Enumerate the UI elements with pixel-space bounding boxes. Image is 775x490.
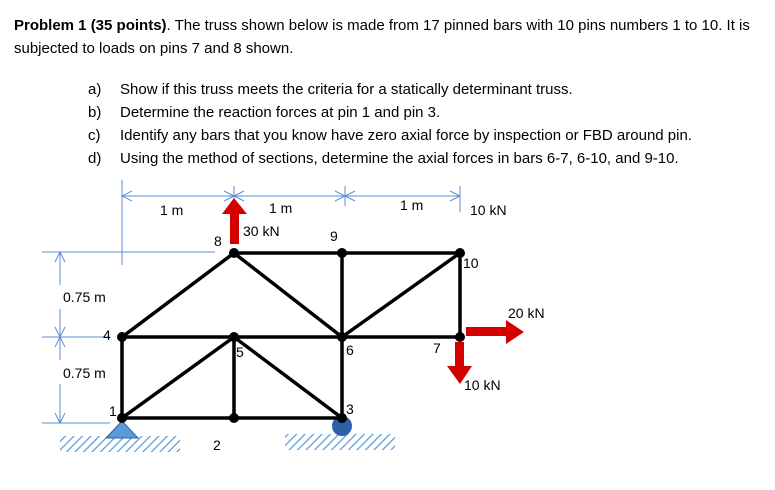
dimension-label-width-3: 1 m [400,197,424,213]
task-text: Using the method of sections, determine the axial forces in bars 6-7, 6-10, and 9-10. [120,150,679,167]
dimension-label-height-1: 0.75 m [63,289,106,305]
task-letter: c) [88,127,101,144]
pin-node-9 [337,248,347,258]
load-label-right-7: 20 kN [508,305,545,321]
pin-label-10: 10 [463,255,479,271]
task-text: Identify any bars that you know have zero axial force by inspection or FBD around pin. [120,127,692,144]
dimension-label-width-2: 1 m [269,200,293,216]
task-letter: a) [88,81,102,98]
pin-node-6 [337,332,347,342]
task-letter: b) [88,104,102,121]
pin-label-3: 3 [346,401,354,417]
pin-label-5: 5 [236,344,244,360]
load-label-up-8: 30 kN [243,223,280,239]
pin-label-1: 1 [109,403,117,419]
pin-label-4: 4 [103,327,111,343]
ground-hatch-right [285,434,395,450]
pin-node-5 [229,332,239,342]
task-text: Determine the reaction forces at pin 1 and pin 3. [120,104,441,121]
task-text: Show if this truss meets the criteria for a statically determinant truss. [120,81,573,98]
pin-node-1 [117,413,127,423]
task-letter: d) [88,150,102,167]
pin-node-4 [117,332,127,342]
problem-heading: Problem 1 (35 points) [14,17,167,34]
truss-members [122,253,460,418]
dimension-label-height-2: 0.75 m [63,365,106,381]
pin-node-7 [455,332,465,342]
problem-text: . The truss shown below is made from 17 pinned bars with 10 pins numbers 1 to 10. It is subjected to loads on pins 7 and 8 shown. [14,17,750,57]
load-arrow-right-7 [466,320,524,344]
pin-node-2 [229,413,239,423]
pin-label-6: 6 [346,342,354,358]
pin-label-8: 8 [214,233,222,249]
pin-label-7: 7 [433,340,441,356]
pin-label-9: 9 [330,228,338,244]
pin-node-8 [229,248,239,258]
load-label-down-7: 10 kN [464,377,501,393]
load-label-top-right: 10 kN [470,202,507,218]
dimension-label-width-1: 1 m [160,202,184,218]
pin-support-1 [106,421,138,438]
pin-label-2: 2 [213,437,221,453]
